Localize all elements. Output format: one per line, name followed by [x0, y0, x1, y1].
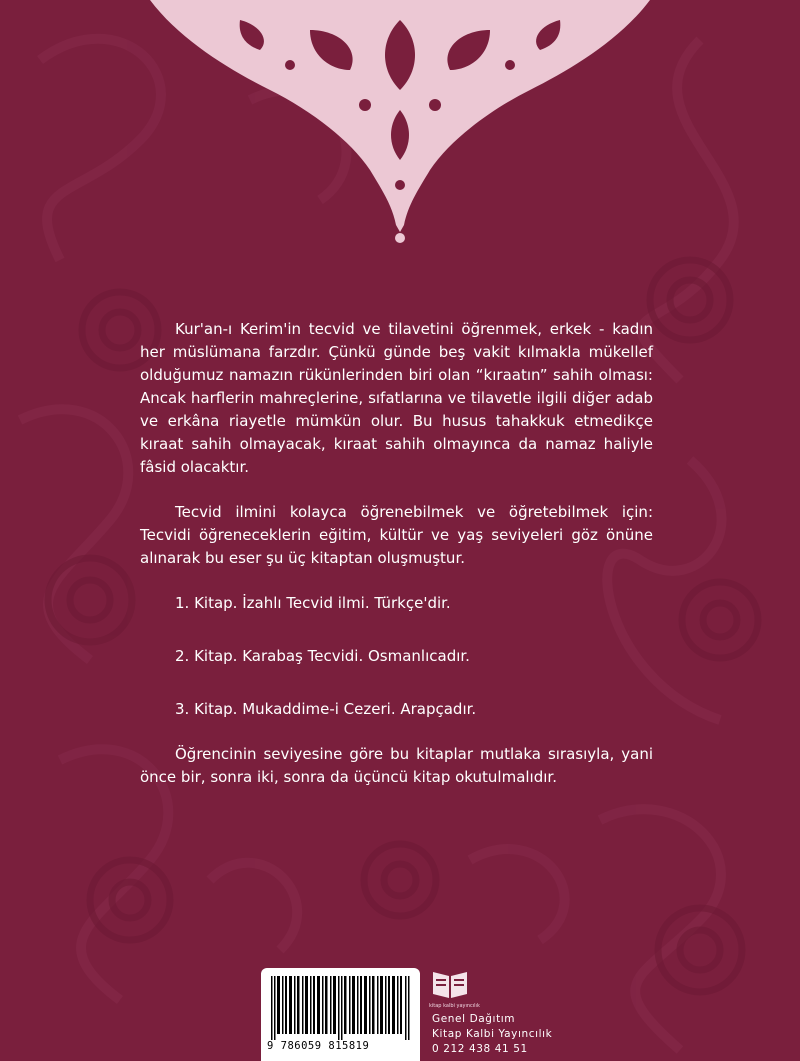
ornament-top [150, 0, 650, 245]
distribution-label: Genel Dağıtım [432, 1013, 516, 1025]
barcode [261, 968, 420, 1061]
intro-paragraph: Kur'an-ı Kerim'in tecvid ve tilavetini öğrenmek, erkek - kadın her müslümana farzdır. Çünkü günde beş vakit kılmakla mükellef olduğumuz namazın rükünlerinden biri olan “kıraatın” sahih olması: Ancak harflerin mahreçlerine, sıfatlarına ve tilavetle ilgili diğer adab ve erkâna riayetle mümkün olur. Bu husus tahakkuk etmedikçe kıraat sahih olmayacak, kıraat sahih olmayınca da namaz haliyle fâsid olacaktır. [140, 320, 653, 476]
publisher-logo-text: kitap kalbi yayıncılık [429, 1003, 480, 1009]
book-heart-logo-icon [431, 968, 469, 1002]
book-list-item: 3. Kitap. Mukaddime-i Cezeri. Arapçadır. [175, 700, 477, 718]
back-cover-text [140, 318, 653, 789]
publisher-name: Kitap Kalbi Yayıncılık [432, 1028, 553, 1040]
publisher-info [432, 1012, 552, 1057]
publisher-phone: 0 212 438 41 51 [432, 1043, 528, 1055]
book-list-item: 2. Kitap. Karabaş Tecvidi. Osmanlıcadır. [175, 647, 470, 665]
book-list-item: 1. Kitap. İzahlı Tecvid ilmi. Türkçe'dir. [175, 594, 451, 612]
method-paragraph: Tecvid ilmini kolayca öğrenebilmek ve öğretebilmek için: Tecvidi öğreneceklerin eğitim, kültür ve yaş seviyeleri göz önüne alınarak bu eser şu üç kitaptan oluşmuştur. [140, 503, 653, 567]
barcode-number: 9 786059 815819 [267, 1040, 370, 1052]
barcode-bars [271, 976, 410, 1040]
reading-order-paragraph: Öğrencinin seviyesine göre bu kitaplar mutlaka sırasıyla, yani önce bir, sonra iki, sonra da üçüncü kitap okutulmalıdır. [140, 745, 653, 786]
